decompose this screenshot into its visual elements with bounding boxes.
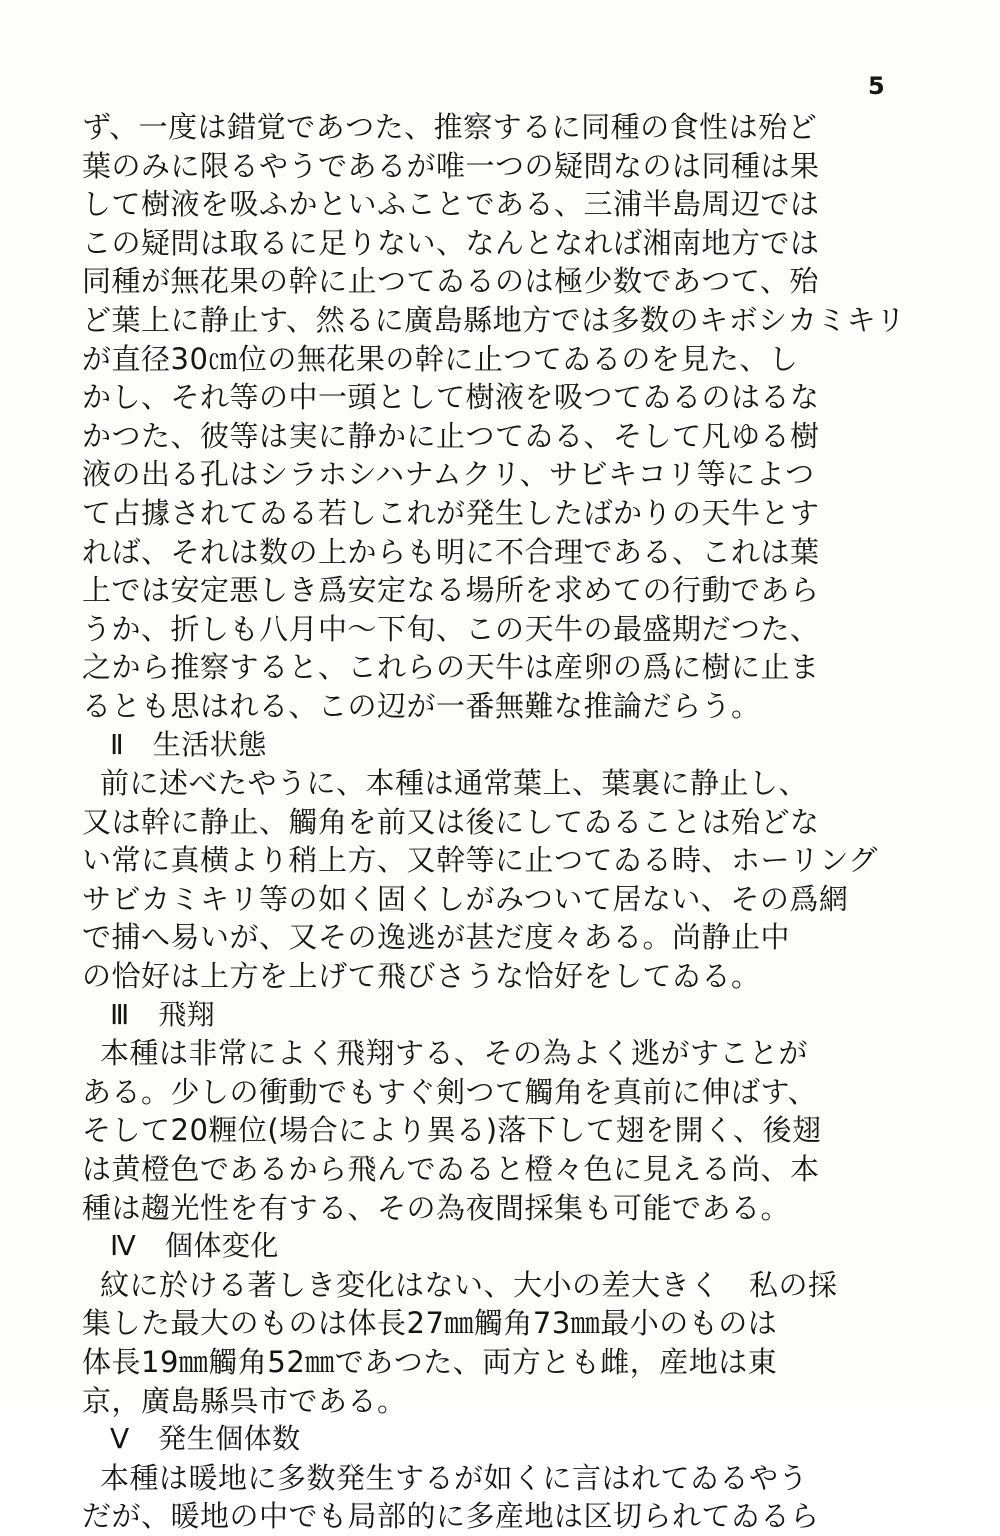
text-line: れば、それは数の上からも明に不合理である、これは葉 xyxy=(82,534,820,569)
text-line: だが、暖地の中でも局部的に多産地は区切られてゐるら xyxy=(82,1499,820,1534)
text-line: 集した最大のものは体長27㎜觸角73㎜最小のものは xyxy=(82,1306,778,1341)
text-line: かし、それ等の中一頭として樹液を吸つてゐるのはるな xyxy=(82,380,820,415)
text-line: るとも思はれる、この辺が一番無難な推論だらう。 xyxy=(82,688,761,723)
text-line: が直径30㎝位の無花果の幹に止つてゐるのを見た、し xyxy=(82,341,799,376)
text-line: 液の出る孔はシラホシハナムクリ、サビキコリ等によつ xyxy=(82,457,815,492)
text-line: ど葉上に静止す、然るに廣島縣地方では多数のキボシカミキリ xyxy=(82,302,906,337)
paragraph-first-line: 前に述べたやうに、本種は通常葉上、葉裏に静止し、 xyxy=(100,766,809,801)
paragraph-first-line: 本種は非常によく飛翔する、その為よく逃がすことが xyxy=(100,1036,809,1071)
text-line: で捕へ易いが、又その逸逃が甚だ度々ある。尚静止中 xyxy=(82,920,791,955)
text-line: 体長19㎜觸角52㎜であつた、両方とも雌，産地は東 xyxy=(82,1345,778,1379)
text-line: 同種が無花果の幹に止つてゐるのは極少数であつて、殆 xyxy=(82,264,819,299)
text-line: い常に真横より稍上方、又幹等に止つてゐる時、ホーリング xyxy=(82,843,878,878)
text-line: 葉のみに限るやうであるが唯一つの疑問なのは同種は果 xyxy=(82,148,820,183)
text-line: 之から推察すると、これらの天牛は産卵の爲に樹に止ま xyxy=(82,650,820,685)
text-line: て占據されてゐる若しこれが発生したばかりの天牛とす xyxy=(82,495,820,530)
body-text xyxy=(82,108,912,1536)
text-line: ず、一度は錯覚であつた、推察するに同種の食性は殆ど xyxy=(82,110,818,144)
text-line: うか、折しも八月中～下旬、この天牛の最盛期だつた、 xyxy=(82,611,820,646)
paragraph-first-line: 本種は暖地に多数発生するが如くに言はれてゐるやう xyxy=(100,1460,809,1495)
text-line: は黄橙色であるから飛んでゐると橙々色に見える尚、本 xyxy=(82,1152,820,1187)
section-heading: Ⅲ 飛翔 xyxy=(110,997,216,1031)
text-line: の恰好は上方を上げて飛びさうな恰好をしてゐる。 xyxy=(82,959,761,994)
page-number: 5 xyxy=(868,72,886,100)
section-heading: Ⅳ 個体変化 xyxy=(110,1229,279,1263)
text-line: 又は幹に静止、觸角を前又は後にしてゐることは殆どな xyxy=(82,804,820,839)
paragraph-first-line: 紋に於ける著しき変化はない、大小の差大きく 私の採 xyxy=(100,1267,838,1302)
text-line: 種は趨光性を有する、その為夜間採集も可能である。 xyxy=(82,1190,791,1225)
text-line: この疑問は取るに足りない、なんとなれば湘南地方では xyxy=(82,225,820,260)
text-line: ある。少しの衝動でもすぐ剣つて觸角を真前に伸ばす、 xyxy=(82,1074,818,1109)
text-line: 京，廣島縣呉市である。 xyxy=(82,1383,407,1418)
text-line: かつた、彼等は実に静かに止つてゐる、そして凡ゆる樹 xyxy=(82,418,820,453)
section-heading: Ⅴ 発生個体数 xyxy=(110,1422,301,1456)
text-line: 上では安定悪しき爲安定なる場所を求めての行動であら xyxy=(82,573,820,608)
text-line: して樹液を吸ふかといふことである、三浦半島周辺では xyxy=(82,187,820,222)
text-line: そして20糎位(場合により異る)落下して翅を開く、後翅 xyxy=(82,1113,822,1148)
text-line: サビカミキリ等の如く固くしがみついて居ない、その爲網 xyxy=(82,881,849,916)
section-heading: Ⅱ 生活状態 xyxy=(110,727,267,761)
